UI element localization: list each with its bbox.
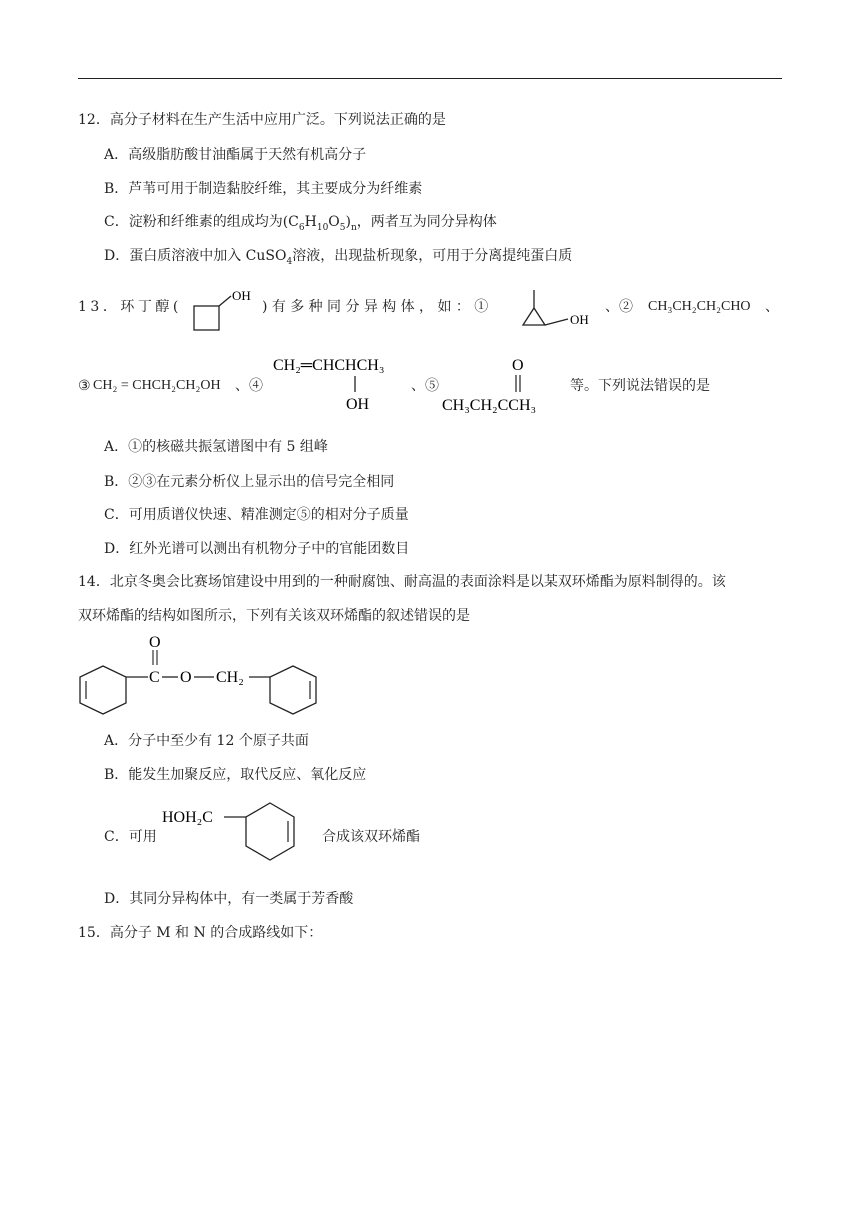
q13-label3: ③ [78,378,91,394]
q12-option-c: C．淀粉和纤维素的组成均为$(C_6H_{10}O_5)_n$，两者互为同分异构体 [104,214,497,233]
butenol-oh: OH [346,396,370,413]
q12-stem: 12．高分子材料在生产生活中应用广泛。下列说法正确的是 [78,112,446,128]
q13-option-b: B．②③在元素分析仪上显示出的信号完全相同 [104,474,395,490]
ester-carbon: C [149,669,160,686]
q13-tail: 等。下列说法错误的是 [570,378,710,394]
butenol-chain: CH₂═CHCHCH₃ [273,357,385,374]
q13-sep4: 、⑤ [411,378,439,394]
butanone-chain: CH₃CH₂CCH₃ [442,397,537,414]
ring-oh-bond [219,296,231,306]
right-cyclohexene-ring [270,666,316,714]
cyclohexene-ring [246,803,294,860]
cyclopropane-oh-bond [545,319,568,325]
butanone-oxygen: O [512,357,524,374]
q13-sep2: 、 [765,299,779,315]
ester-carbonyl-oxygen: O [149,634,161,651]
q14-option-c-post: 合成该双环烯酯 [322,829,420,845]
q13-formula2: CH₃CH₂CH₂CHO [648,299,751,314]
q13-option-d: D．红外光谱可以测出有机物分子中的官能团数目 [104,541,410,557]
cyclopropane-ring [523,308,545,325]
q14-option-b: B．能发生加聚反应，取代反应、氧化反应 [104,767,367,783]
q13-sep1: 、② [605,299,633,315]
q14-stem-line2: 双环烯酯的结构如图所示，下列有关该双环烯酯的叙述错误的是 [78,608,470,624]
q14-stem-line1: 14．北京冬奥会比赛场馆建设中用到的一种耐腐蚀、耐高温的表面涂料是以某双环烯酯为原料制得的。该 [78,574,726,590]
q12-option-a: A．高级脂肪酸甘油酯属于天然有机高分子 [104,147,367,163]
ester-ch2: CH₂ [216,669,244,686]
cyclobutane-ring [194,306,219,330]
q14-option-a: A．分子中至少有 12 个原子共面 [104,733,309,749]
butenol-structure [268,352,418,416]
q15-stem: 15．高分子 M 和 N 的合成路线如下： [78,925,323,941]
q13-formula3: CH₂ = CHCH₂CH₂OH [93,378,221,393]
header-rule [78,78,782,79]
ester-oxygen: O [180,669,192,686]
q14-option-d: D．其同分异构体中，有一类属于芳香酸 [104,891,354,907]
cyclohexenylmethanol-structure [160,796,318,876]
q13-option-a: A．①的核磁共振氢谱图中有 5 组峰 [104,439,328,455]
q13-lead: 13．环丁醇( [78,299,182,315]
q13-sep3: 、④ [235,378,263,394]
left-cyclohexene-ring [80,666,126,714]
cyclopropanol-structure [516,284,602,332]
bicyclic-ester-structure [74,630,334,722]
q12-option-b: B．芦苇可用于制造黏胶纤维，其主要成分为纤维素 [104,181,423,197]
ring-oh-label: OH [232,288,251,303]
hoh2c-label: HOH₂C [162,809,213,826]
q12-option-d: D．蛋白质溶液中加入 CuSO$_4$溶液，出现盐析现象，可用于分离提纯蛋白质 [104,248,573,267]
cyclobutanol-structure [184,284,260,334]
cyclopropane-oh-label: OH [570,312,589,327]
q13-option-c: C．可用质谱仪快速、精准测定⑤的相对分子质量 [104,507,409,523]
q14-option-c-pre: C．可用 [104,829,157,845]
butanone-structure [440,350,570,420]
q13-lead-close: )有多种同分异构体，如：① [262,299,493,315]
